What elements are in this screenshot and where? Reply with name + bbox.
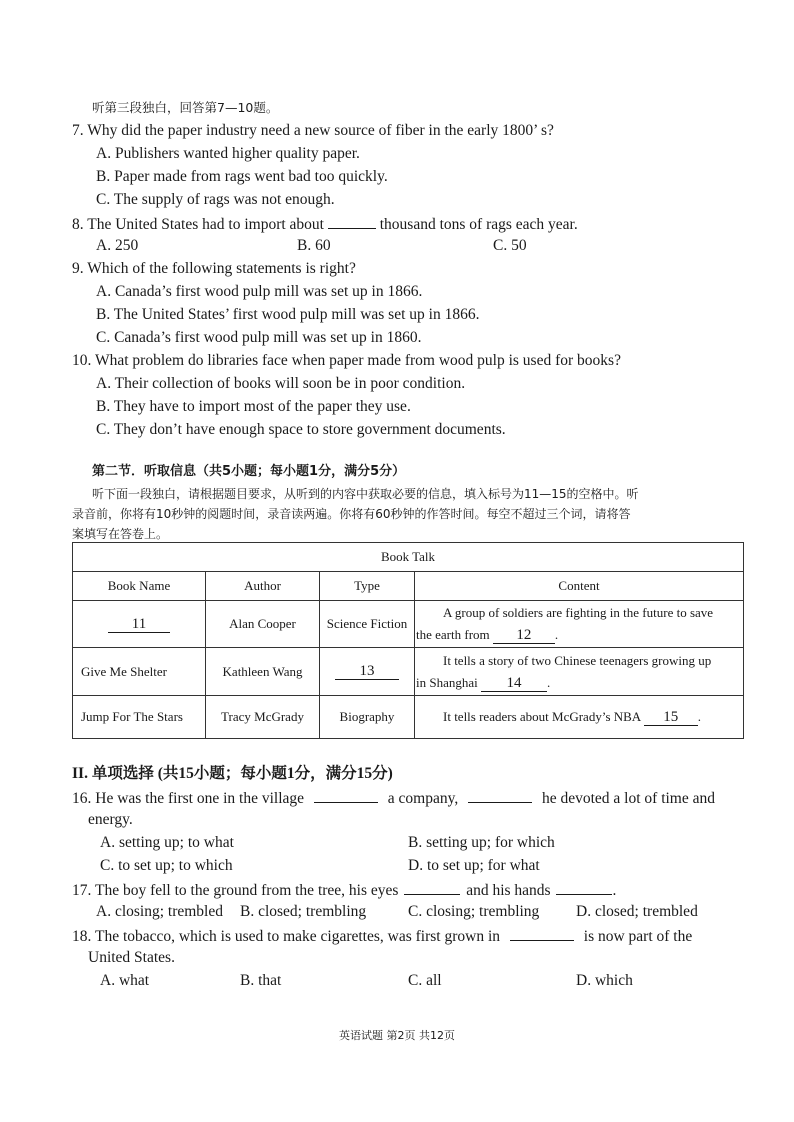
q8-option-b: B. 60 [297,237,331,254]
q17-text-b: and his hands [466,882,551,899]
part2-instruction-line2: 录音前，你将有10秒钟的阅题时间，录音读两遍。你将有60秒钟的作答时间。每空不超过三个词，请将答 [72,507,631,521]
q16-text-c: he devoted a lot of time and [541,790,715,807]
row3-content-text: It tells readers about McGrady’s NBA [443,709,641,724]
row1-content [415,601,744,648]
q16-text-a: 16. He was the first one in the village [72,790,305,807]
q7-option-a: A. Publishers wanted higher quality paper. [96,145,360,162]
q17-blank-2 [556,879,612,895]
row2-content-end: . [547,674,551,690]
q17-blank-1 [404,879,460,895]
table-title: Book Talk [73,543,744,572]
row3-content-end: . [697,709,701,724]
table-row [73,648,744,696]
q17-option-d: D. closed; trembled [576,903,698,920]
blank-13: 13 [335,663,399,680]
q17-stem [72,879,616,901]
row3-book-name: Jump For The Stars [73,696,206,739]
blank-14: 14 [481,675,547,692]
header-type: Type [320,572,415,601]
q17-text-end: . [612,882,617,899]
row2-content [415,648,744,696]
q8-stem-after: thousand tons of rags each year. [375,216,578,233]
q10-option-a: A. Their collection of books will soon be in poor condition. [96,375,466,392]
q18-option-c: C. all [408,972,442,989]
q16-blank-1 [314,787,378,803]
q17-option-a: A. closing; trembled [96,903,223,920]
row1-content-text: the earth from [416,627,490,642]
q18-line2: United States. [88,949,175,966]
q7-option-b: B. Paper made from rags went bad too quickly. [96,168,388,185]
q16-text-b: a company, [387,790,459,807]
q17-option-b: B. closed; trembling [240,903,367,920]
q16-option-c: C. to set up; to which [100,857,233,874]
q9-option-b: B. The United States’ first wood pulp mill was set up in 1866. [96,306,480,323]
row2-content-line2 [415,672,743,694]
header-content: Content [415,572,744,601]
q8-option-c: C. 50 [493,237,527,254]
blank-12: 12 [493,627,555,644]
part2-instruction-line1: 听下面一段独白，请根据题目要求，从听到的内容中获取必要的信息，填入标号为11—15的空格中。听 [92,487,639,501]
q9-option-a: A. Canada’s first wood pulp mill was set up in 1866. [96,283,423,300]
q16-option-d: D. to set up; for what [408,857,540,874]
q16-option-a: A. setting up; to what [100,834,234,851]
table-row [73,601,744,648]
q18-text-a: 18. The tobacco, which is used to make cigarettes, was first grown in [72,928,501,945]
q18-line1 [72,925,692,947]
row1-content-line1: A group of soldiers are fighting in the future to save [443,605,714,620]
row1-author: Alan Cooper [206,601,320,648]
q18-text-b: is now part of the [583,928,693,945]
q10-stem: 10. What problem do libraries face when paper made from wood pulp is used for books? [72,352,621,369]
q7-option-c: C. The supply of rags was not enough. [96,191,335,208]
blank-15: 15 [644,709,698,726]
q7-stem: 7. Why did the paper industry need a new source of fiber in the early 1800’ s? [72,122,554,139]
table-row [73,696,744,739]
row1-content-end: . [554,627,559,642]
blank-11: 11 [108,616,170,633]
q16-line1 [72,787,715,809]
row1-book-name [73,601,206,648]
q18-option-d: D. which [576,972,633,989]
q18-blank [510,925,574,941]
section3-instruction: 听第三段独白，回答第7—10题。 [92,100,279,115]
part-ii-heading [72,764,393,784]
row2-type [320,648,415,696]
row3-type: Biography [320,696,415,739]
q8-stem-before: 8. The United States had to import about [72,216,328,233]
q18-option-b: B. that [240,972,282,989]
row2-book-name: Give Me Shelter [73,648,206,696]
q9-stem: 9. Which of the following statements is right? [72,260,356,277]
row2-author: Kathleen Wang [206,648,320,696]
q16-option-b: B. setting up; for which [408,834,555,851]
part2-heading: 第二节．听取信息（共5小题；每小题1分，满分5分） [92,464,406,479]
part2-instruction-line3: 案填写在答卷上。 [72,527,169,541]
row3-content-line [415,706,743,728]
row1-type: Science Fiction [320,601,415,648]
q18-option-a: A. what [100,972,150,989]
q8-blank [328,213,376,229]
book-talk-table [72,542,744,739]
header-book-name: Book Name [73,572,206,601]
q16-blank-2 [468,787,532,803]
row3-author: Tracy McGrady [206,696,320,739]
row2-content-line1: It tells a story of two Chinese teenagers growing up [443,652,712,668]
q10-option-c: C. They don’t have enough space to store government documents. [96,421,506,438]
q17-option-c: C. closing; trembling [408,903,540,920]
q10-option-b: B. They have to import most of the paper they use. [96,398,411,415]
q8-stem [72,213,578,235]
header-author: Author [206,572,320,601]
row3-content [415,696,744,739]
q16-line2: energy. [88,811,133,828]
q9-option-c: C. Canada’s first wood pulp mill was set up in 1860. [96,329,422,346]
row1-content-line2 [415,624,743,646]
page-footer: 英语试题 第2页 共12页 [339,1029,455,1042]
row2-content-text: in Shanghai [416,674,478,690]
q8-option-a: A. 250 [96,237,139,254]
part-ii-heading-text: II. 单项选择 (共15小题；每小题1分，满分15分) [72,765,393,782]
q17-text-a: 17. The boy fell to the ground from the tree, his eyes [72,882,399,899]
